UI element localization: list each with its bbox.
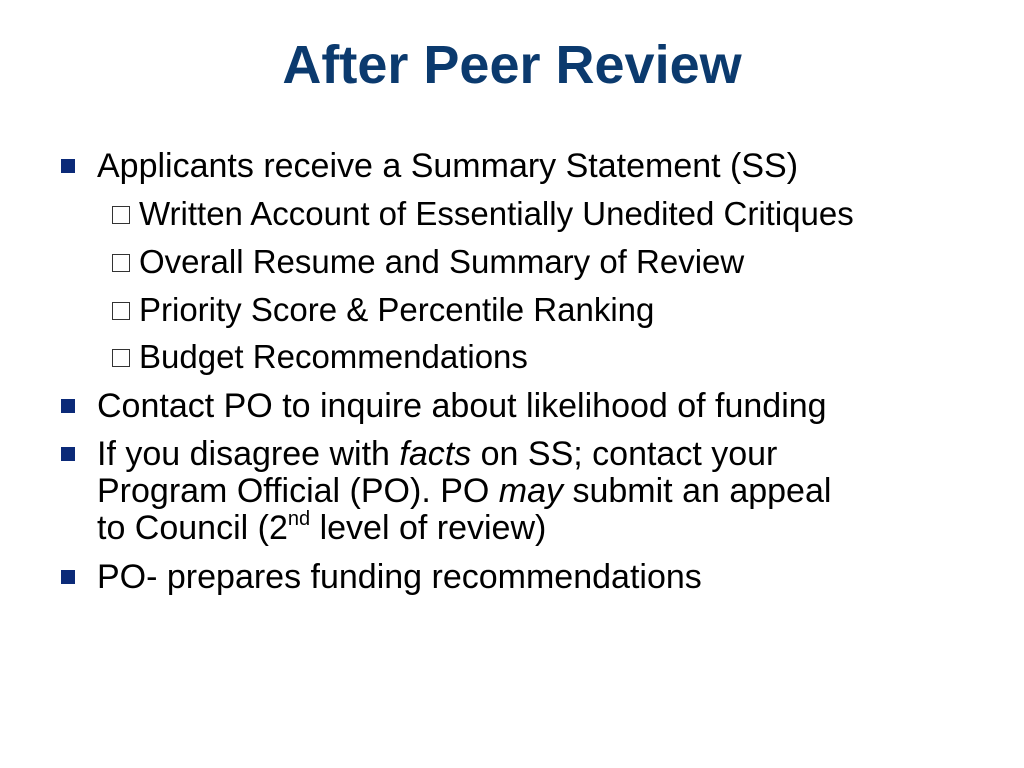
- bullet-line-3: to Council (2nd level of review): [97, 508, 547, 547]
- bullet-text: Contact PO to inquire about likelihood of funding: [97, 387, 827, 425]
- bullet-line-1: If you disagree with facts on SS; contact your: [97, 435, 778, 473]
- hollow-square-bullet-icon: [112, 349, 130, 367]
- ordinal-superscript: nd: [287, 508, 311, 530]
- sub-bullet-budget: [112, 338, 528, 376]
- square-bullet-icon: [61, 570, 75, 584]
- bullet-text: PO- prepares funding recommendations: [97, 558, 702, 596]
- bullet-po-prepares: [97, 558, 702, 596]
- slide-title: After Peer Review: [282, 35, 742, 95]
- emphasis-facts: facts: [399, 435, 472, 473]
- bullet-disagree-facts: [97, 435, 997, 547]
- sub-bullet-text: Priority Score & Percentile Ranking: [139, 291, 655, 328]
- square-bullet-icon: [61, 399, 75, 413]
- sub-bullet-text: Overall Resume and Summary of Review: [139, 243, 745, 280]
- hollow-square-bullet-icon: [112, 302, 130, 320]
- square-bullet-icon: [61, 159, 75, 173]
- sub-bullet-priority-score: [112, 291, 654, 329]
- bullet-contact-po: [97, 387, 827, 425]
- sub-bullet-overall-resume: [112, 243, 744, 281]
- square-bullet-icon: [61, 447, 75, 461]
- sub-bullet-text: Written Account of Essentially Unedited Critiques: [139, 195, 854, 232]
- hollow-square-bullet-icon: [112, 254, 130, 272]
- hollow-square-bullet-icon: [112, 206, 130, 224]
- bullet-summary-statement: [97, 147, 798, 185]
- emphasis-may: may: [498, 472, 564, 510]
- sub-bullet-text: Budget Recommendations: [139, 338, 528, 375]
- bullet-text: Applicants receive a Summary Statement (SS): [97, 147, 799, 185]
- sub-bullet-written-account: [112, 195, 854, 233]
- bullet-line-2: Program Official (PO). PO may submit an appeal: [97, 472, 832, 510]
